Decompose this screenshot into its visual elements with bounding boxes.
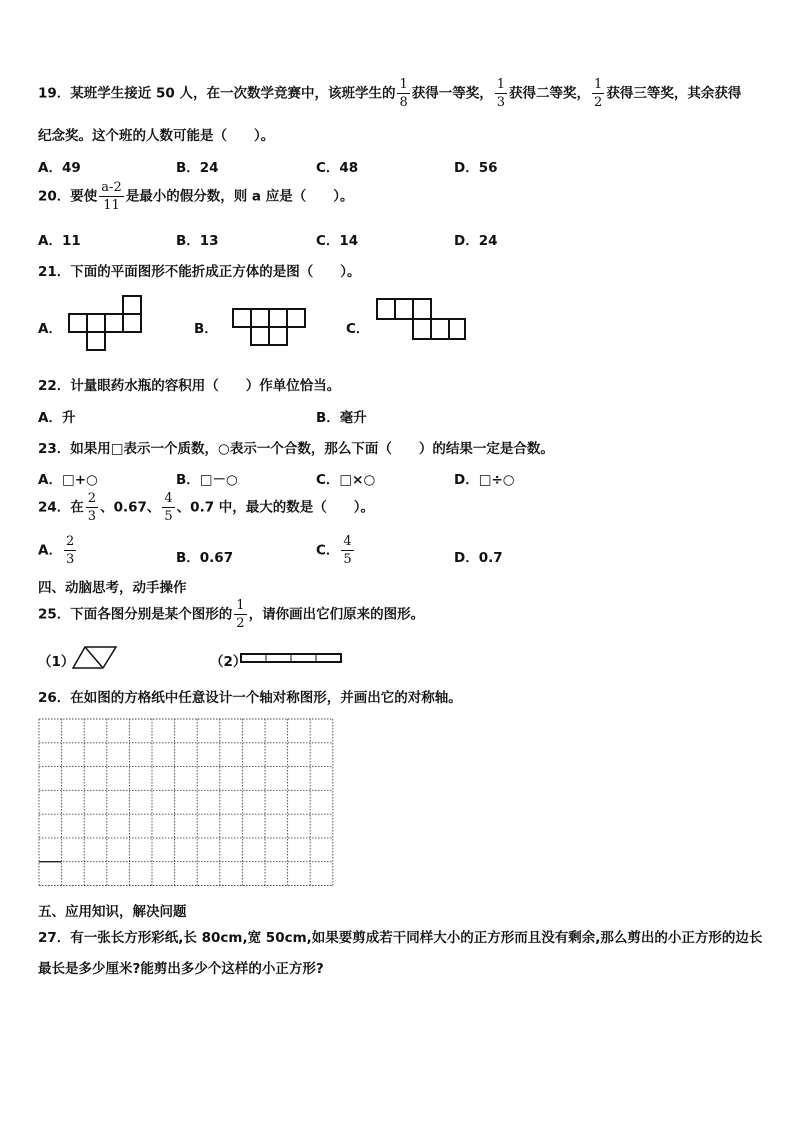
q19-option-d[interactable]: D．56	[454, 160, 498, 176]
q23-stem: 23．如果用□表示一个质数，○表示一个合数，那么下面（ ）的结果一定是合数。	[38, 441, 554, 457]
q21-net-c[interactable]	[376, 297, 468, 343]
q25-text-a: 25．下面各图分别是某个图形的	[38, 606, 233, 623]
q25-label-2: （2）	[210, 654, 247, 670]
q25-fraction-1-2: $\frac{1}{2}$	[236, 598, 245, 631]
q19-stem-line2: 纪念奖。这个班的人数可能是（ ）。	[38, 128, 275, 144]
q27-stem-line1: 27．有一张长方形彩纸,长 80cm,宽 50cm,如果要剪成若干同样大小的正方形而且没有剩余,那么剪出的小正方形的边长	[38, 930, 763, 946]
q24-option-a[interactable]: A． $\frac{2}{3}$	[38, 534, 75, 567]
q22-option-a[interactable]: A．升	[38, 410, 76, 426]
q20-option-a[interactable]: A．11	[38, 233, 81, 249]
q20-stem	[38, 181, 353, 212]
q21-stem: 21．下面的平面图形不能折成正方体的是图（ ）。	[38, 264, 361, 280]
q20-option-d[interactable]: D．24	[454, 233, 498, 249]
q26-grid-paper[interactable]	[38, 718, 338, 888]
q23-option-a[interactable]: A．□+○	[38, 472, 98, 488]
q25-figure-2-strip	[240, 652, 344, 666]
q19-fraction-1-2: $\frac{1}{2}$	[594, 77, 603, 110]
q19-option-b[interactable]: B．24	[176, 160, 219, 176]
q22-option-b[interactable]: B．毫升	[316, 410, 367, 426]
q24-option-a-fraction: $\frac{2}{3}$	[65, 534, 75, 567]
q20-option-c[interactable]: C．14	[316, 233, 359, 249]
q19-text-c: 获得二等奖，	[509, 85, 591, 102]
q24-text-c: 、0.7 中，最大的数是（ ）。	[176, 499, 375, 516]
q24-stem	[38, 492, 374, 523]
section-4-heading: 四、动脑思考，动手操作	[38, 580, 187, 596]
q20-fraction: $\frac{a-2}{11}$	[101, 180, 122, 213]
q24-option-c-fraction: $\frac{4}{5}$	[343, 534, 352, 567]
q21-net-b[interactable]	[232, 307, 308, 353]
q20-option-b[interactable]: B．13	[176, 233, 219, 249]
q19-stem-line1	[38, 78, 741, 109]
q19-text-a: 19．某班学生接近 50 人，在一次数学竞赛中，该班学生的	[38, 85, 396, 102]
q19-option-a[interactable]: A．49	[38, 160, 81, 176]
q25-text-b: ，请你画出它们原来的图形。	[248, 606, 425, 623]
q21-option-c-label[interactable]: C．	[346, 321, 370, 337]
q27-stem-line2: 最长是多少厘米?能剪出多少个这样的小正方形?	[38, 961, 324, 977]
q23-option-c[interactable]: C．□×○	[316, 472, 376, 488]
q24-option-d[interactable]: D．0.7	[454, 550, 503, 566]
q24-text-a: 24．在	[38, 499, 84, 516]
q20-text-b: 是最小的假分数，则 a 应是（ ）。	[125, 188, 354, 205]
q21-option-a-label[interactable]: A．	[38, 321, 62, 337]
q25-figure-1-parallelogram	[72, 645, 120, 671]
q24-text-b: 、0.67、	[100, 499, 161, 516]
q21-option-b-label[interactable]: B．	[194, 321, 218, 337]
q19-text-d: 获得三等奖，其余获得	[606, 85, 742, 102]
q21-net-a[interactable]	[68, 293, 144, 357]
q19-fraction-1-3: $\frac{1}{3}$	[496, 77, 506, 110]
q19-option-c[interactable]: C．48	[316, 160, 359, 176]
q22-stem: 22．计量眼药水瓶的容积用（ ）作单位恰当。	[38, 378, 341, 394]
q24-fraction-4-5: $\frac{4}{5}$	[164, 491, 173, 524]
q25-label-1: （1）	[38, 654, 75, 670]
q25-stem	[38, 599, 424, 630]
q24-option-b[interactable]: B．0.67	[176, 550, 234, 566]
q19-fraction-1-8: $\frac{1}{8}$	[399, 77, 408, 110]
q23-option-d[interactable]: D．□÷○	[454, 472, 515, 488]
section-5-heading: 五、应用知识，解决问题	[38, 904, 187, 920]
q24-option-c[interactable]: C． $\frac{4}{5}$	[316, 534, 352, 567]
q19-text-b: 获得一等奖，	[411, 85, 493, 102]
q24-fraction-2-3: $\frac{2}{3}$	[87, 491, 97, 524]
q23-option-b[interactable]: B．□－○	[176, 472, 238, 488]
q26-stem: 26．在如图的方格纸中任意设计一个轴对称图形，并画出它的对称轴。	[38, 690, 462, 706]
q20-text-a: 20．要使	[38, 188, 98, 205]
